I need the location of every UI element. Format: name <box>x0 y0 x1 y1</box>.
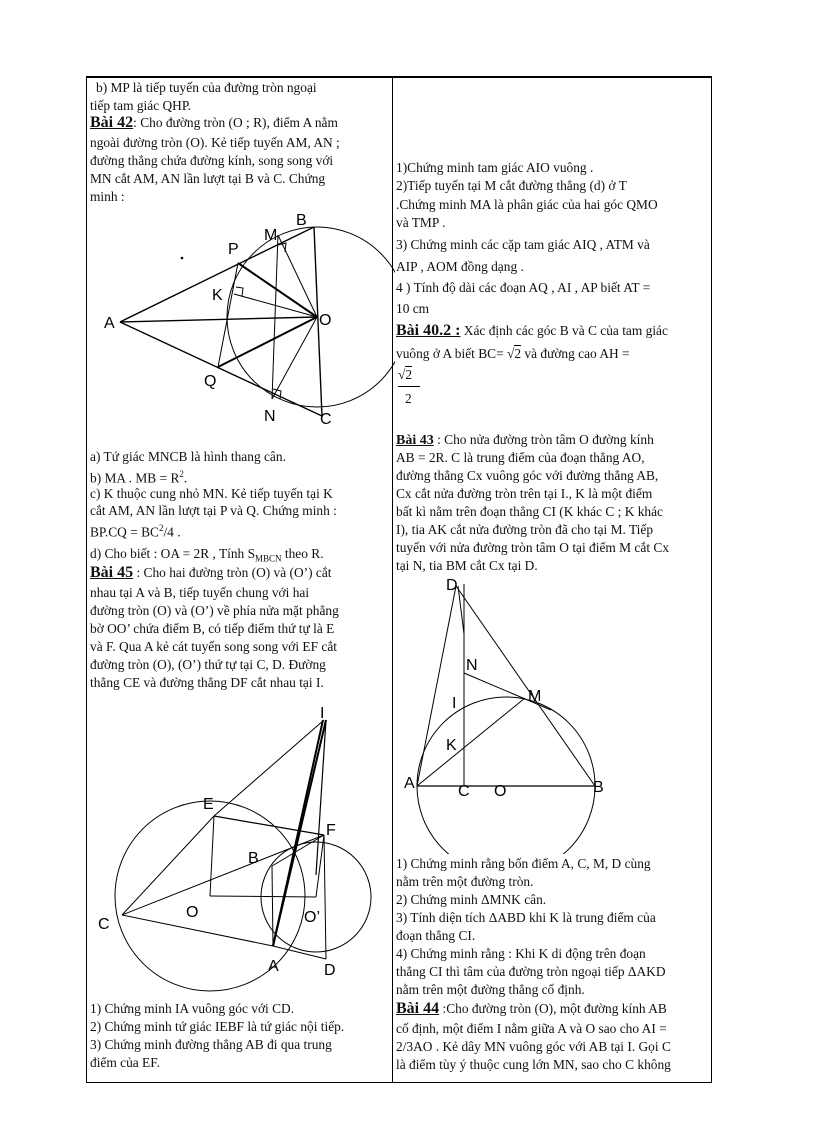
text-line: 2) Chứng minh ΔMNK cân. <box>396 892 547 907</box>
subscript: MBCN <box>255 553 282 564</box>
segment-of <box>316 835 324 897</box>
label-b: B <box>296 212 307 229</box>
label-m: M <box>528 688 542 705</box>
text-line: MN cắt AM, AN lần lượt tại B và C. Chứng <box>90 171 326 186</box>
superscript: 2 <box>179 469 184 479</box>
text-line: 2)Tiếp tuyến tại M cắt đường thẳng (d) ở T <box>396 178 627 193</box>
text-line: bất kì nằm trên đoạn thẳng CI (K khác C ; K khác <box>396 504 663 519</box>
segment-ab <box>272 866 273 946</box>
label-o: O <box>186 904 199 921</box>
text-span: và đường cao AH = <box>521 346 630 361</box>
text-line: đoạn thẳng CI. <box>396 928 476 943</box>
text-line: 2/3AO . Kẻ dây MN vuông góc với AB tại I. Gọi C <box>396 1039 671 1054</box>
label-c: C <box>458 783 470 800</box>
text-line: đường thẳng Cx vuông góc với đường thẳng AB, <box>396 468 659 483</box>
tangent-pq <box>218 263 238 367</box>
dot-mark <box>181 257 184 260</box>
segment-ao <box>120 317 317 322</box>
text-line: là điểm tùy ý thuộc cung lớn MN, sao cho C không <box>396 1057 671 1072</box>
right-angle-m <box>278 243 286 252</box>
text-line: thẳng CI thì tâm của đường tròn ngoại tiếp ΔAKD <box>396 964 666 979</box>
segment-oq <box>218 317 317 367</box>
text-line <box>396 345 630 363</box>
problem-40-2-line <box>396 322 668 340</box>
segment-ad <box>273 946 326 959</box>
text-line: và F. Qua A kẻ cát tuyến song song với EF cắt <box>90 639 338 654</box>
text-line: 4) Chứng minh rằng : Khi K di động trên đoạn <box>396 946 646 961</box>
label-q: Q <box>204 373 217 390</box>
text-span: theo R. <box>281 546 324 561</box>
table-top-border <box>87 77 711 78</box>
text-line: AIP , AOM đồng dạng . <box>396 259 524 274</box>
segment-oo <box>210 896 316 897</box>
label-c: C <box>98 916 110 933</box>
label-n: N <box>466 657 478 674</box>
figure-problem-43 <box>396 574 708 854</box>
label-o-prime: O’ <box>304 909 320 926</box>
segment-op <box>238 263 317 317</box>
text-line: tuyến với nửa đường tròn tâm O tại điểm M cắt Cx <box>396 540 670 555</box>
label-f: F <box>326 822 336 839</box>
figure-problem-42 <box>90 205 395 445</box>
label-k: K <box>212 287 223 304</box>
text-line <box>90 466 187 487</box>
label-b: B <box>593 779 604 796</box>
text-line: Cx cắt nửa đường tròn trên tại I., K là một điểm <box>396 486 653 501</box>
tangent-ef <box>214 816 324 835</box>
segment-cf <box>122 835 324 915</box>
figure-problem-45 <box>90 703 395 993</box>
label-d: D <box>324 962 336 979</box>
text-line: ngoài đường tròn (O). Kẻ tiếp tuyến AM, AN ; <box>90 135 340 150</box>
text-line: nhau tại A và B, tiếp tuyến chung với hai <box>90 585 310 600</box>
sqrt-radicand: 2 <box>405 367 413 382</box>
segment-db <box>456 586 595 786</box>
label-o: O <box>319 312 332 329</box>
label-d: D <box>446 577 458 594</box>
problem-45-title: Bài 45 <box>90 564 134 581</box>
text-line: 1) Chứng minh IA vuông góc với CD. <box>90 1001 295 1016</box>
text-line: 10 cm <box>396 301 430 316</box>
label-o: O <box>494 783 507 800</box>
segment-am <box>417 698 525 786</box>
text-line: nằm trên một đường thẳng cố định. <box>396 982 585 997</box>
text-line: cố định, một điểm I nằm giữa A và O sao cho AI = <box>396 1021 667 1036</box>
label-e: E <box>203 796 214 813</box>
text-line: thẳng CE và đường thẳng DF cắt nhau tại I. <box>90 675 324 690</box>
text-span: . <box>183 470 188 486</box>
text-span: vuông ở A biết BC= <box>396 346 507 361</box>
text-line: và TMP . <box>396 215 446 230</box>
text-line: cắt AM, AN lần lượt tại P và Q. Chứng minh : <box>90 503 337 518</box>
text-line: tiếp tam giác QHP. <box>90 98 192 113</box>
sqrt-symbol: √ <box>506 346 515 361</box>
label-m: M <box>264 227 278 244</box>
chord-mn <box>272 235 278 399</box>
sqrt-symbol: √ <box>398 367 406 382</box>
text-span: :Cho đường tròn (O), một đường kính AB <box>439 1001 667 1016</box>
text-span: : Cho hai đường tròn (O) và (O’) cắt <box>133 565 332 580</box>
text-line: đường thẳng chứa đường kính, song song với <box>90 153 334 168</box>
text-line: 2) Chứng minh tứ giác IEBF là tứ giác nội tiếp. <box>90 1019 345 1034</box>
problem-43-title: Bài 43 <box>396 433 434 448</box>
label-n: N <box>264 408 276 425</box>
text-line: c) K thuộc cung nhỏ MN. Kẻ tiếp tuyến tại K <box>90 486 333 501</box>
label-a: A <box>404 775 415 792</box>
segment-oe <box>210 816 214 896</box>
text-line: 3) Chứng minh các cặp tam giác AIQ , ATM và <box>396 237 650 252</box>
text-line: a) Tứ giác MNCB là hình thang cân. <box>90 449 286 464</box>
label-b: B <box>248 850 259 867</box>
label-a: A <box>104 315 115 332</box>
label-i: I <box>320 705 325 722</box>
text-span: : Cho nửa đường tròn tâm O đường kính <box>433 432 654 447</box>
fraction-denominator: 2 <box>405 391 412 406</box>
text-span: Xác định các góc B và C của tam giác <box>460 323 668 338</box>
fraction-bar <box>398 386 420 387</box>
segment-ce <box>122 816 214 915</box>
problem-43-line <box>396 431 654 450</box>
segment-ac <box>120 322 322 416</box>
text-line: đường tròn (O) và (O’) về phía nửa mặt phẳng <box>90 603 339 618</box>
circle-o <box>417 697 595 854</box>
text-line: đường tròn (O), (O’) thứ tự tại C, D. Đường <box>90 657 326 672</box>
text-span: d) Cho biết : OA = 2R , Tính S <box>90 546 256 561</box>
segment-ad <box>417 586 456 786</box>
sqrt-radicand: 2 <box>514 346 522 361</box>
problem-40-2-title: Bài 40.2 : <box>396 322 461 339</box>
text-line: 1)Chứng minh tam giác AIO vuông . <box>396 160 594 175</box>
text-span: b) MA . MB = R <box>90 470 180 486</box>
text-span: : Cho đường tròn (O ; R), điểm A nằm <box>133 115 338 130</box>
fraction-numerator <box>398 366 412 384</box>
problem-42-title: Bài 42 <box>90 114 134 131</box>
text-line: tại N, tia BM cắt Cx tại D. <box>396 558 538 573</box>
text-line: 1) Chứng minh rằng bốn điểm A, C, M, D cùng <box>396 856 651 871</box>
text-line: điểm của EF. <box>90 1055 160 1070</box>
text-line: bờ OO’ chứa điểm B, có tiếp điểm thứ tự là E <box>90 621 335 636</box>
label-c: C <box>320 411 332 428</box>
text-line: 3) Chứng minh đường thẳng AB đi qua trung <box>90 1037 332 1052</box>
problem-44-line <box>396 1000 667 1018</box>
segment-df <box>324 835 326 959</box>
problem-42-line <box>90 114 338 132</box>
text-line <box>90 520 181 541</box>
label-p: P <box>228 241 239 258</box>
text-span: /4 . <box>163 524 181 540</box>
label-a: A <box>268 958 279 975</box>
text-line: .Chứng minh MA là phân giác của hai góc QMO <box>396 197 658 212</box>
label-i: I <box>452 695 457 712</box>
text-line: 4 ) Tính độ dài các đoạn AQ , AI , AP biết AT = <box>396 280 651 295</box>
problem-45-line <box>90 564 332 582</box>
text-line: 3) Tính diện tích ΔABD khi K là trung điểm của <box>396 910 656 925</box>
superscript: 2 <box>158 523 164 533</box>
text-line: nằm trên một đường tròn. <box>396 874 534 889</box>
text-line: I), tia AK cắt nửa đường tròn đã cho tại M. Tiếp <box>396 522 654 537</box>
text-span: BP.CQ = BC <box>90 524 159 540</box>
problem-44-title: Bài 44 <box>396 1000 440 1017</box>
text-line: AB = 2R. C là trung điểm của đoạn thẳng AO, <box>396 450 645 465</box>
text-line: b) MP là tiếp tuyến của đường tròn ngoại <box>96 80 317 95</box>
text-line: minh : <box>90 189 125 204</box>
label-k: K <box>446 737 457 754</box>
